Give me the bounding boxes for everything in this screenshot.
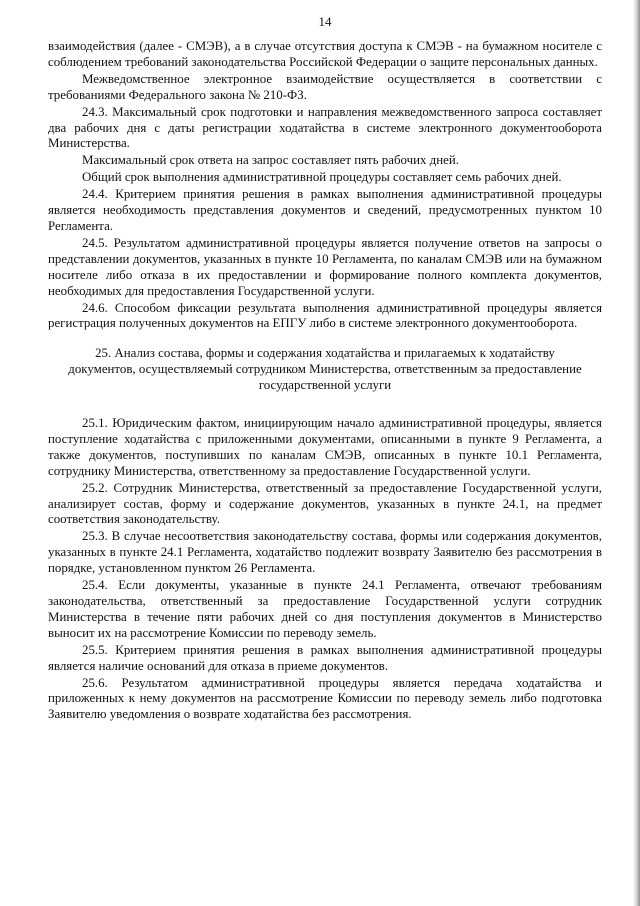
- paragraph: Максимальный срок ответа на запрос составляет пять рабочих дней.: [82, 153, 459, 168]
- paragraph: 24.6. Способом фиксации результата выполнения административной процедуры является регистрация полученных документов на ЕПГУ либо в системе электронного документооборота.: [48, 300, 602, 331]
- body-text-bottom: [48, 416, 602, 723]
- paragraph: 25.4. Если документы, указанные в пункте 24.1 Регламента, отвечают требованиям законодательства, ответственный за предоставление Государственной услуги сотрудник Министерства в течение пяти рабочих дней со дня поступления документов в Министерство выносит их на рассмотрение Комиссии по переводу земель.: [48, 578, 602, 640]
- paragraph: 25.1. Юридическим фактом, инициирующим начало административной процедуры, является поступление ходатайства с приложенными документами, описанными в пункте 9 Регламента, а также документов, поступивших по каналам СМЭВ, описанных в пункте 10.1 Регламента, сотруднику Министерства, ответственному за предоставление Государственной услуги.: [48, 416, 602, 478]
- scan-edge-shadow: [633, 0, 640, 906]
- paragraph: 24.4. Критерием принятия решения в рамках выполнения административной процедуры является необходимость представления документов и сведений, предусмотренных пунктом 10 Регламента.: [48, 187, 602, 233]
- paragraph: Общий срок выполнения административной процедуры составляет семь рабочих дней.: [82, 170, 562, 185]
- section-heading: 25. Анализ состава, формы и содержания ходатайства и прилагаемых к ходатайству документов, осуществляемый сотрудником Министерства, ответственным за предоставление государственной услуги: [68, 346, 582, 393]
- paragraph: 25.3. В случае несоответствия законодательству состава, формы или содержания документов, указанных в пункте 24.1 Регламента, ходатайство подлежит возврату Заявителю без рассмотрения в порядке, установленном пунктом 26 Регламента.: [48, 529, 602, 576]
- paragraph: 25.6. Результатом административной процедуры является передача ходатайства и приложенных к нему документов на рассмотрение Комиссии по переводу земель либо подготовка Заявителю уведомления о возврате ходатайства без рассмотрения.: [48, 675, 602, 722]
- body-text-top: [48, 39, 602, 332]
- page-number: 14: [318, 14, 332, 29]
- paragraph: 25.2. Сотрудник Министерства, ответственный за предоставление Государственной услуги, анализирует состав, форму и содержание документов, указанных в пункте 24.1, на предмет соответствия законодательству.: [48, 480, 602, 527]
- paragraph: 24.3. Максимальный срок подготовки и направления межведомственного запроса составляет два рабочих дня с даты регистрации ходатайства в системе электронного документооборота Министерства.: [48, 104, 602, 151]
- paragraph: взаимодействия (далее - СМЭВ), а в случае отсутствия доступа к СМЭВ - на бумажном носителе с соблюдением требований законодательства Российской Федерации о защите персональных данных.: [48, 39, 602, 69]
- paragraph: Межведомственное электронное взаимодействие осуществляется в соответствии с требованиями Федерального закона № 210-ФЗ.: [48, 71, 602, 102]
- paragraph: 24.5. Результатом административной процедуры является получение ответов на запросы о представлении документов, указанных в пункте 10 Регламента, по каналам СМЭВ или на бумажном носителе либо отказа в их предоставлении и формирование полного комплекта документов, необходимых для предоставления Государственной услуги.: [48, 235, 602, 298]
- paragraph: 25.5. Критерием принятия решения в рамках выполнения административной процедуры является наличие оснований для отказа в приеме документов.: [48, 642, 602, 673]
